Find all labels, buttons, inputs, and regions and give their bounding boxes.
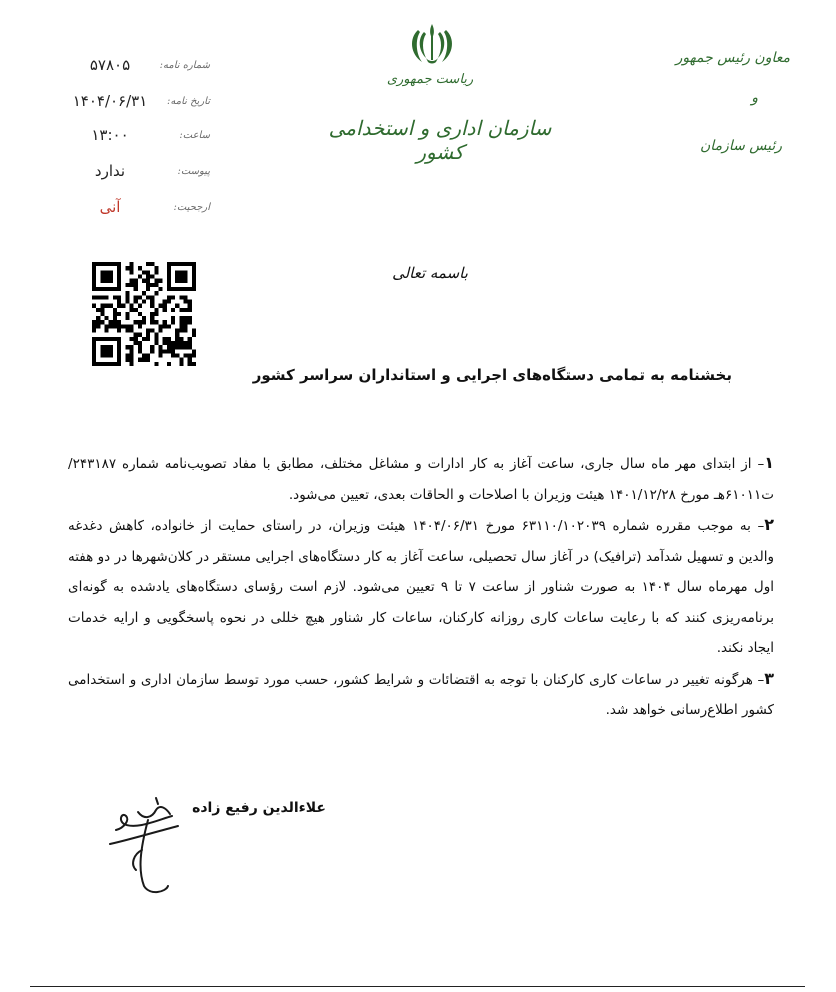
- organization-name: سازمان اداری و استخدامی کشور: [328, 116, 552, 164]
- paragraph-3: [68, 664, 774, 726]
- attachment-value: ندارد: [94, 162, 126, 180]
- paragraph-2-text: – به موجب مقرره شماره ۶۳۱۱۰/۱۰۲۰۳۹ مورخ ۱۴۰۴/۰۶/۳۱ هیئت وزیران، در راستای حمایت از خانواده، کاهش دغدغه والدین و تسهیل شدآمد (ترافیک) در آغاز سال تحصیلی، ساعت آغاز به کار دستگاه‌های اجرایی مستقر در کلان‌شهرها در دو هفته اول مهرماه سال ۱۴۰۴ به صورت شناور از ساعت ۷ تا ۹ تعیین می‌شود. لازم است رؤسای دستگاه‌های یادشده به گونه‌ای برنامه‌ریزی کنند که با رعایت ساعات کاری روزانه کارکنان، ساعات کار شناور هیچ خللی در نحوه پاسخگویی و ارایه خدمات ایجاد نکند.: [68, 518, 774, 656]
- signer-name: علاءالدین رفیع زاده: [192, 800, 326, 816]
- sender-title-line1: معاون رئیس جمهور: [675, 50, 790, 66]
- attachment-row: [60, 158, 210, 188]
- paragraph-2-number: ۲: [764, 515, 774, 534]
- letter-number-value: ۵۷۸۰۵: [89, 56, 131, 74]
- attachment-label: پیوست:: [177, 166, 210, 177]
- footer-divider: [30, 986, 805, 987]
- letter-time-value: ۱۳:۰۰: [91, 126, 129, 144]
- letter-date-row: [60, 88, 210, 118]
- sender-title-conjunction: و: [751, 90, 758, 106]
- letter-number-row: [60, 52, 210, 82]
- paragraph-1-text: – از ابتدای مهر ماه سال جاری، ساعت آغاز به کار ادارات و مشاغل مختلف، مطابق با مفاد تصویب‌نامه شماره ۲۴۳۱۸۷/ت۶۱۰۱۱هـ مورخ ۱۴۰۱/۱۲/۲۸ هیئت وزیران با اصلاحات و الحاقات بعدی، تعیین می‌شود.: [68, 456, 774, 503]
- paragraph-2: [68, 510, 774, 664]
- letter-time-row: [60, 122, 210, 152]
- qr-code: [92, 262, 196, 366]
- invocation-text: باسمه تعالی: [392, 264, 468, 282]
- priority-row: [60, 194, 210, 224]
- priority-label: ارجحیت:: [173, 202, 210, 213]
- letter-date-label: تاریخ نامه:: [167, 96, 210, 107]
- letter-body: [68, 448, 774, 726]
- paragraph-1-number: ۱: [764, 453, 774, 472]
- paragraph-1: [68, 448, 774, 510]
- letter-time-label: ساعت:: [179, 130, 210, 141]
- handwritten-signature: [108, 790, 228, 898]
- presidency-title: ریاست جمهوری: [386, 72, 474, 87]
- paragraph-3-text: – هرگونه تغییر در ساعات کاری کارکنان با توجه به اقتضائات و شرایط کشور، حسب مورد توسط سازمان اداری و استخدامی کشور اطلاع‌رسانی خواهد شد.: [68, 671, 774, 718]
- iran-emblem-icon: [404, 22, 460, 68]
- letter-date-value: ۱۴۰۴/۰۶/۳۱: [72, 92, 148, 110]
- letter-number-label: شماره نامه:: [159, 60, 210, 71]
- priority-value: آنی: [99, 198, 121, 216]
- letter-subject: بخشنامه به تمامی دستگاه‌های اجرایی و استانداران سراسر کشور: [252, 366, 732, 384]
- paragraph-3-number: ۳: [764, 668, 774, 688]
- sender-title-line2: رئیس سازمان: [700, 138, 782, 154]
